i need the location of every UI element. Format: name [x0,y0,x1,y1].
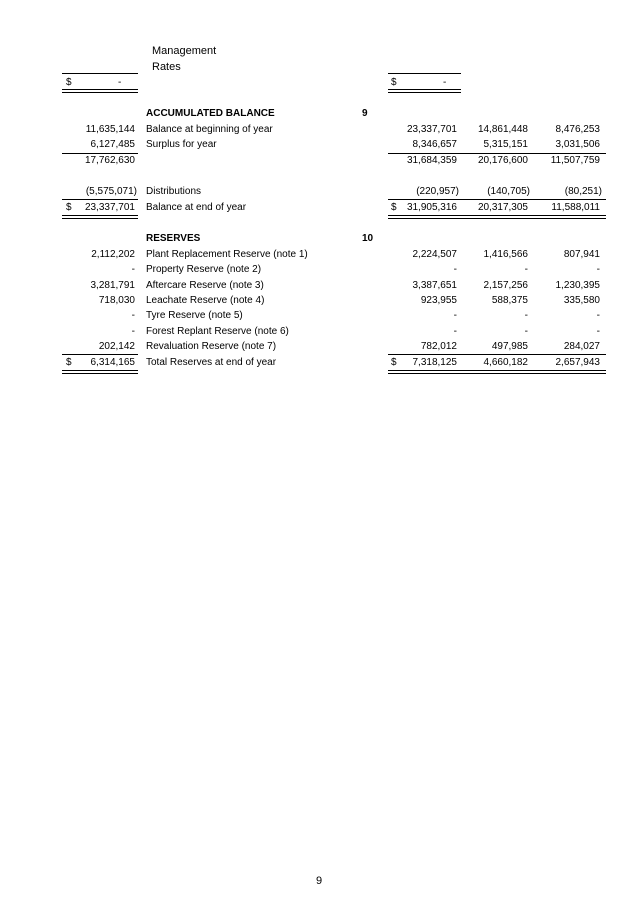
rates-value: - [596,326,600,337]
total-value: 782,012 [420,341,457,352]
accumulated-note: 9 [362,108,368,119]
table-row [0,295,638,309]
header-double-rule-left [62,89,138,93]
row-description: Forest Replant Reserve (note 6) [146,326,289,337]
total-value: 2,224,507 [412,249,457,260]
reserves-note: 10 [362,233,374,244]
prior-year-value: 202,142 [98,341,135,352]
row-description: Property Reserve (note 2) [146,264,262,275]
management-value: 20,176,600 [477,155,528,166]
rates-value: - [596,264,600,275]
rates-value: 11,588,011 [551,202,600,213]
end-balance-double-rule-left [62,215,138,219]
row-description: Surplus for year [146,139,217,150]
header-dash-left: - [118,77,122,88]
reserves-total-double-rule-right [388,370,606,374]
prior-year-value: - [131,264,135,275]
rates-value: 284,027 [563,341,600,352]
currency-symbol: $ [66,357,72,368]
header-double-rule-right [388,89,461,93]
currency-symbol: $ [66,202,72,213]
prior-year-value: 17,762,630 [84,155,135,166]
row-description: Aftercare Reserve (note 3) [146,280,264,291]
total-value: 7,318,125 [412,357,457,368]
end-balance-top-rule-left [62,199,138,200]
management-value: - [524,326,528,337]
management-value: 1,416,566 [483,249,528,260]
prior-year-value: 6,314,165 [90,357,135,368]
column-header-management: Management [152,45,217,57]
reserves-heading-row [0,233,638,247]
prior-year-value: 6,127,485 [90,139,135,150]
rates-value: 2,657,943 [555,357,600,368]
subtotal-rule-right [388,153,606,154]
column-header-rates: Rates [152,61,181,73]
table-row [0,186,638,200]
management-value: - [524,310,528,321]
rates-value: 1,230,395 [555,280,600,291]
subtotal-rule-left [62,153,138,154]
management-value: 588,375 [491,295,528,306]
reserves-heading: RESERVES [146,233,201,244]
table-row [0,139,638,153]
table-row [0,249,638,263]
table-row [0,341,638,355]
prior-year-value: 2,112,202 [91,249,135,260]
total-value: - [453,326,457,337]
header-dollar-right: $ [391,77,397,88]
header-top-rule-left [62,73,138,74]
row-description: Tyre Reserve (note 5) [146,310,243,321]
rates-value: 807,941 [563,249,600,260]
management-value: (140,705) [487,186,530,197]
rates-value: 8,476,253 [555,124,600,135]
management-value: 497,985 [491,341,528,352]
table-row [0,310,638,324]
table-row [0,280,638,294]
row-description: Distributions [146,186,202,197]
row-description: Revaluation Reserve (note 7) [146,341,277,352]
total-value: - [453,310,457,321]
total-value: 923,955 [420,295,457,306]
total-value: 31,684,359 [406,155,457,166]
row-description: Balance at beginning of year [146,124,273,135]
prior-year-value: - [131,310,135,321]
page-number: 9 [315,875,323,887]
row-description: Leachate Reserve (note 4) [146,295,265,306]
prior-year-value: 11,635,144 [85,124,135,135]
prior-year-value: 23,337,701 [84,202,135,213]
management-value: 20,317,305 [477,202,528,213]
total-value: 23,337,701 [406,124,457,135]
header-top-rule-right [388,73,461,74]
prior-year-value: (5,575,071) [85,186,137,197]
accumulated-heading: ACCUMULATED BALANCE [146,108,275,119]
total-value: 3,387,651 [412,280,457,291]
end-balance-top-rule-right [388,199,606,200]
prior-year-value: 3,281,791 [90,280,135,291]
table-row [0,202,638,216]
header-dash-right: - [443,77,447,88]
rates-value: (80,251) [564,186,602,197]
row-description: Plant Replacement Reserve (note 1) [146,249,308,260]
table-row [0,357,638,371]
management-value: 2,157,256 [483,280,528,291]
table-row [0,264,638,278]
total-value: 8,346,657 [412,139,457,150]
currency-symbol: $ [391,357,397,368]
total-value: (220,957) [416,186,459,197]
management-value: 5,315,151 [483,139,528,150]
rates-value: 335,580 [563,295,600,306]
header-dollar-left: $ [66,77,72,88]
rates-value: - [596,310,600,321]
rates-value: 3,031,506 [555,139,600,150]
reserves-total-top-rule-right [388,354,606,355]
currency-symbol: $ [391,202,397,213]
accumulated-heading-row [0,108,638,122]
rates-value: 11,507,759 [550,155,600,166]
total-value: - [453,264,457,275]
table-row [0,155,638,169]
reserves-total-double-rule-left [62,370,138,374]
table-row [0,124,638,138]
management-value: 14,861,448 [477,124,528,135]
end-balance-double-rule-right [388,215,606,219]
prior-year-value: 718,030 [98,295,135,306]
row-description: Total Reserves at end of year [146,357,277,368]
reserves-total-top-rule-left [62,354,138,355]
management-value: - [524,264,528,275]
total-value: 31,905,316 [406,202,457,213]
table-row [0,326,638,340]
management-value: 4,660,182 [483,357,528,368]
prior-year-value: - [131,326,135,337]
row-description: Balance at end of year [146,202,247,213]
